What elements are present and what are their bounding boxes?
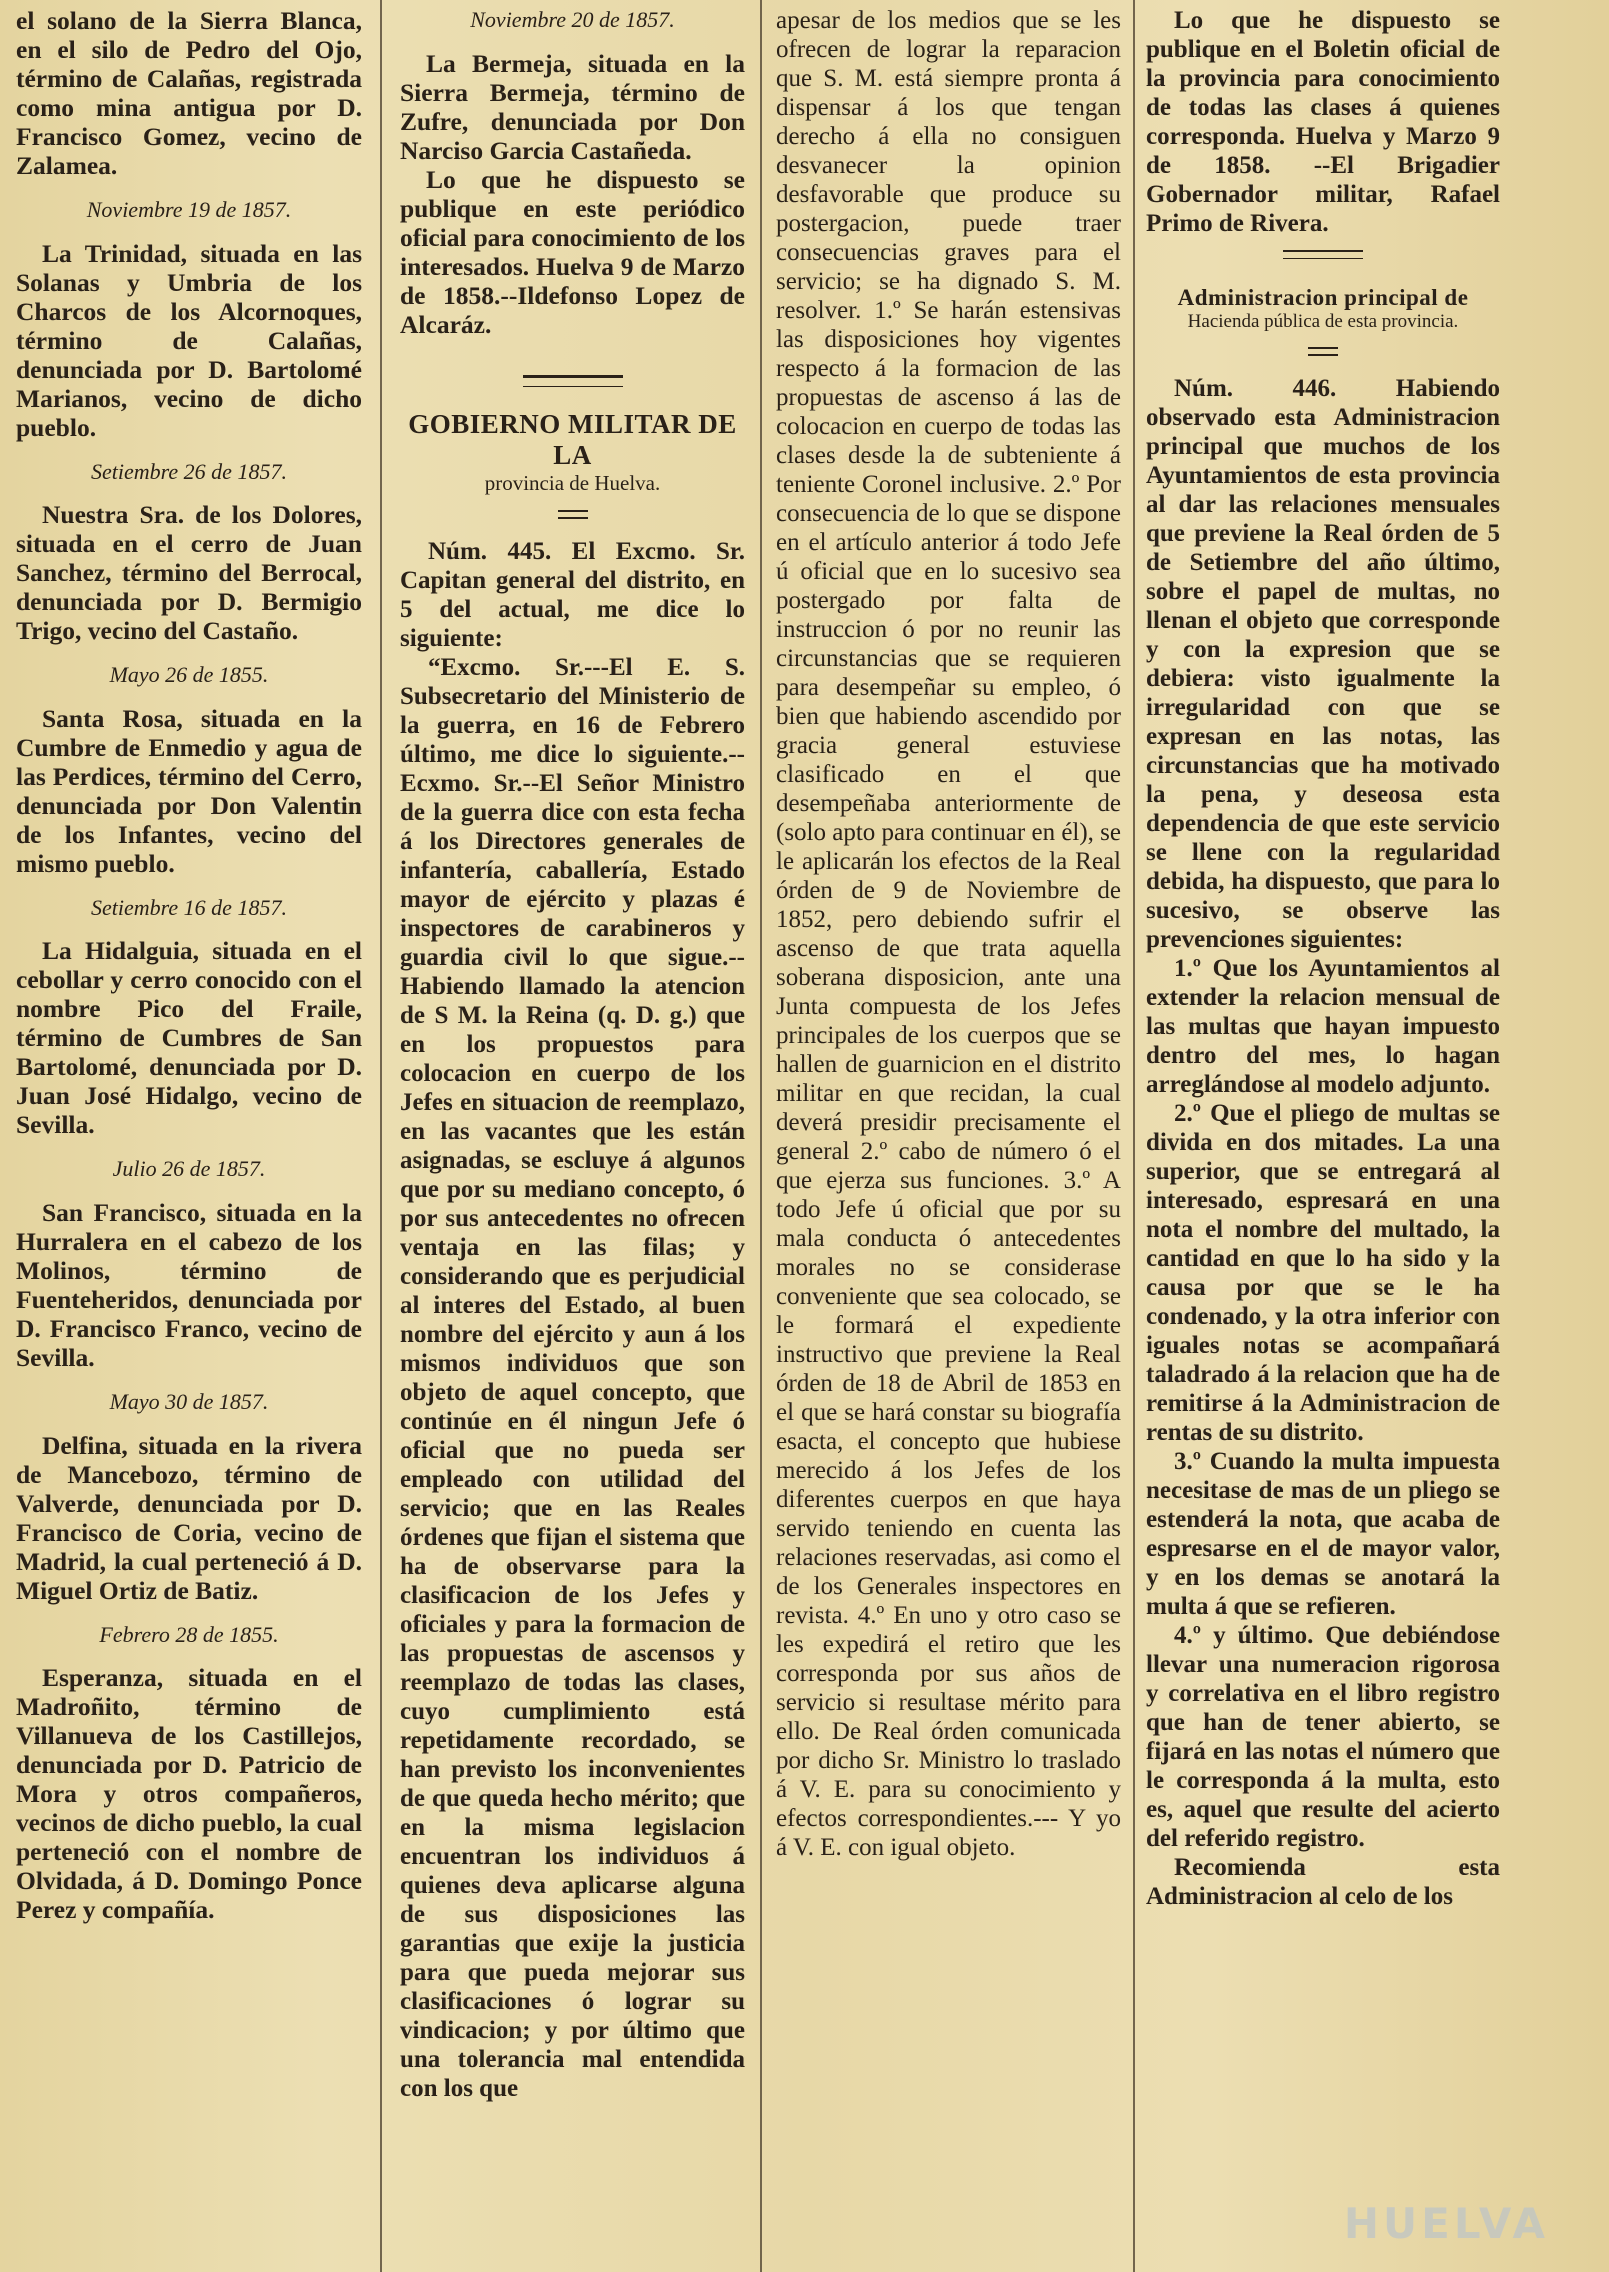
section-subtitle: provincia de Huelva. (484, 470, 661, 495)
provision-1: 1.º Que los Ayuntamientos al extender la relacion mensual de las multas que hayan impuesto dentro del mes, lo hagan arreglándose al modelo adjunto. (1146, 955, 1500, 1098)
dateline: Mayo 30 de 1857. (109, 1388, 269, 1414)
section-divider (523, 375, 623, 387)
dateline: Mayo 26 de 1855. (109, 662, 269, 688)
column-rule (380, 0, 382, 2272)
mine-entry: Delfina, situada en la rivera de Mancebozo, término de Valverde, denunciada por D. Francisco de Coria, vecino de Madrid, la cual perteneció á D. Miguel Ortiz de Batiz. (16, 1430, 362, 1605)
mine-entry: San Francisco, situada en la Hurralera en el cabezo de los Molinos, término de Fuenteheridos, denunciada por D. Francisco Franco, vecino de Sevilla. (16, 1197, 362, 1372)
section-heading (1146, 285, 1500, 333)
provision-2: 2.º Que el pliego de multas se divida en dos mitades. La una superior, que se entregará al interesado, espresará en una nota el nombre del multado, la cantidad en que lo ha sido y la causa por que se le ha condenado, y la otra inferior con iguales notas se acompañará taladrado á la relacion que ha de remitirse á la Administracion de rentas de su distrito. (1146, 1100, 1500, 1446)
dateline: Noviembre 19 de 1857. (86, 197, 292, 222)
column-rule (1133, 0, 1135, 2272)
closing-text: Recomienda esta Administracion al celo de los (1146, 1854, 1500, 1910)
mine-entry: el solano de la Sierra Blanca, en el silo de Pedro del Ojo, término de Calañas, registrada como mina antigua por D. Francisco Gomez, vecino de Zalamea. (16, 6, 362, 180)
provision-3: 3.º Cuando la multa impuesta necesitase de mas de un pliego se estenderá la nota, que acaba de espresarse en el de mayor valor, y en los demas se anotará la multa á que se refieren. (1146, 1448, 1500, 1620)
mine-entry: Nuestra Sra. de los Dolores, situada en el cerro de Juan Sanchez, término del Berrocal, denunciada por D. Bermigio Trigo, vecino del Castaño. (16, 500, 362, 646)
mine-entry: La Bermeja, situada en la Sierra Bermeja, término de Zufre, denunciada por Don Narciso Garcia Castañeda. (400, 48, 745, 165)
dateline: Julio 26 de 1857. (112, 1156, 266, 1182)
mine-entry: Esperanza, situada en el Madroñito, término de Villanueva de los Castillejos, denunciada por D. Patricio de Mora y otros compañeros, vecinos de dicho pueblo, la cual perteneció con el nombre de Olvidada, á D. Domingo Ponce Perez y compañía. (16, 1663, 362, 1925)
dateline: Setiembre 16 de 1857. (91, 894, 287, 920)
mine-entry: La Hidalguia, situada en el cebollar y cerro conocido con el nombre Pico del Fraile, término de Cumbres de San Bartolomé, denunciada por D. Juan José Hidalgo, vecino de Sevilla. (16, 936, 362, 1140)
heading-rule (1308, 347, 1338, 356)
publication-notice: Lo que he dispuesto se publique en este periódico oficial para conocimiento de los interesados. Huelva 9 de Marzo de 1858.--Ildefonso Lopez de Alcaráz. (400, 164, 745, 339)
section-divider (1283, 250, 1363, 259)
section-title: GOBIERNO MILITAR DE LA (408, 408, 737, 470)
decree-continuation: apesar de los medios que se les ofrecen de lograr la reparacion que S. M. está siempre pronta á dispensar á los que tengan derecho á ella no consiguen desvanecer la opinion desfavorable que produce su postergacion, puede traer consecuencias graves para el servicio; se ha dignado S. M. resolver. 1.º Se harán estensivas las disposiciones hoy vigentes respecto á la formacion de las propuestas de ascenso á las de colocacion en cuerpo de todas las clases desde la de subteniente á teniente Coronel inclusive. 2.º Por consecuencia de lo que se dispone en el artículo anterior á todo Jefe ú oficial que en lo sucesivo sea postergado por falta de instruccion ó por no reunir las circunstancias que se requieren para desempeñar su empleo, ó bien que habiendo ascendido por gracia general estuviese clasificado en el que desempeñaba anteriormente de (solo apto para continuar en él), se le aplicarán los efectos de la Real órden de 9 de Noviembre de 1852, pero debiendo sufrir el ascenso de que trata aquella soberana disposicion, ante una Junta compuesta de los Jefes principales de los cuerpos que se hallen de guarnicion en el distrito militar en que recidan, la cual deverá presidir precisamente el general 2.º cabo de número ó el que ejerza sus funciones. 3.º A todo Jefe ú oficial que por su mala conducta ó antecedentes morales no se considerase conveniente que sea colocado, se le formará el expediente instructivo que previene la Real órden de 18 de Abril de 1853 en el que se hará constar su biografía esacta, el concepto que hubiese merecido á los Jefes de los diferentes cuerpos en que haya servido teniendo en cuenta las relaciones reservadas, asi como el de los Generales inspectores en revista. 4.º En uno y otro caso se les expedirá el retiro que les corresponda por sus años de servicio si resultase mérito para ello. De Real órden comunicada por dicho Sr. Ministro lo traslado á V. E. para su conocimiento y efectos correspondientes.--- Y yo á V. E. con igual objeto. (776, 7, 1122, 1861)
decree-intro: Núm. 445. El Excmo. Sr. Capitan general del distrito, en 5 del actual, me dice lo siguiente: (400, 537, 745, 652)
dateline: Noviembre 20 de 1857. (470, 7, 675, 32)
column-3 (776, 6, 1121, 2272)
section-title: Administracion principal de (1177, 285, 1469, 310)
column-2 (400, 6, 745, 2272)
publication-notice: Lo que he dispuesto se publique en el Boletin oficial de la provincia para conocimiento de todas las clases á quienes corresponda. Huelva y Marzo 9 de 1858. --El Brigadier Gobernador militar, Rafael Primo de Rivera. (1146, 7, 1500, 237)
dateline: Setiembre 26 de 1857. (91, 458, 287, 484)
column-rule (760, 0, 762, 2272)
section-subtitle: Hacienda pública de esta provincia. (1187, 311, 1459, 332)
archive-watermark: HUELVA (1343, 2199, 1549, 2248)
provision-4: 4.º y último. Que debiéndose llevar una numeracion rigorosa y correlativa en el libro registro que han de tener abierto, se fijará en las notas el número que le corresponda á la multa, esto es, aquel que resulte del acierto del referido registro. (1146, 1622, 1500, 1852)
section-heading (400, 409, 745, 496)
mine-entry: Santa Rosa, situada en la Cumbre de Enmedio y agua de las Perdices, término del Cerro, denunciada por Don Valentin de los Infantes, vecino del mismo pueblo. (16, 703, 362, 878)
column-4 (1146, 6, 1500, 2272)
circular-intro: Núm. 446. Habiendo observado esta Administracion principal que muchos de los Ayuntamientos de esta provincia al dar las relaciones mensuales que previene la Real órden de 5 de Setiembre del año último, sobre el papel de multas, no llenan el objeto que corresponde y con la expresion que se debiera: visto igualmente la irregularidad con que se expresan en las notas, las circunstancias que ha motivado la pena, y deseosa esta dependencia de que este servicio se llene con la regularidad debida, ha dispuesto, que para lo sucesivo, se observe las prevenciones siguientes: (1146, 375, 1500, 953)
mine-entry: La Trinidad, situada en las Solanas y Umbria de los Charcos de los Alcornoques, término de Calañas, denunciada por D. Bartolomé Marianos, vecino de dicho pueblo. (16, 238, 362, 442)
dateline: Febrero 28 de 1855. (99, 1621, 279, 1647)
decree-text: “Excmo. Sr.---El E. S. Subsecretario del Ministerio de la guerra, en 16 de Febrero último, me dice lo siguiente.--Ecxmo. Sr.--El Señor Ministro de la guerra dice con esta fecha á los Directores generales de infantería, caballería, Estado mayor de ejército y plazas é inspectores de carabineros y guardia civil lo que sigue.-- Habiendo llamado la atencion de S M. la Reina (q. D. g.) que en los propuestos para colocacion en cuerpo de los Jefes en situacion de reemplazo, en las vacantes que les están asignadas, se escluye á algunos que por su mediano concepto, ó por sus antecedentes no ofrecen ventaja en las filas; y considerando que es perjudicial al interes del Estado, al buen nombre del ejército y aun á los mismos individuos que son objeto de aquel concepto, que continúe en él ningun Jefe ó oficial que no pueda ser empleado con utilidad del servicio; que en las Reales órdenes que fijan el sistema que ha de observarse para la clasificacion de los Jefes y oficiales y para la formacion de las propuestas de ascensos y reemplazo de todas las clases, cuyo cumplimiento está repetidamente recordado, se han previsto los inconvenientes de que queda hecho mérito; que en la misma legislacion encuentran los individuos á quienes deva aplicarse alguna de sus disposiciones las garantias que exije la justicia para que pueda mejorar sus clasificaciones ó lograr su vindicacion; y por último que una tolerancia mal entendida con los que (400, 653, 745, 2102)
column-1 (16, 6, 362, 2272)
heading-rule (558, 510, 588, 519)
